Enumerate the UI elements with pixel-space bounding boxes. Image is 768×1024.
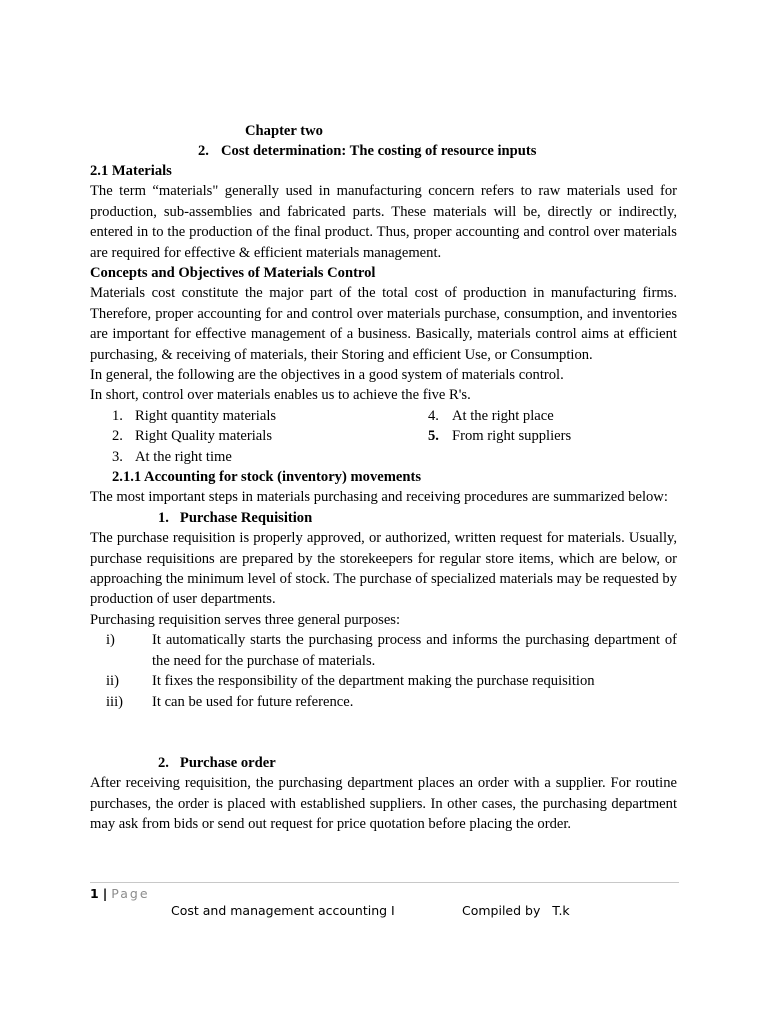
purpose-text: It automatically starts the purchasing process and informs the purchasing department of the need for the purchase of materials. bbox=[152, 632, 677, 669]
materials-paragraph: The term “materials" generally used in manufacturing concern refers to raw materials used for production, sub-assemblies and fabricated parts. These materials will be, directly or indirectly, entered in to the production of the final product. Thus, proper accounting and control over materials are required for effective & efficient materials management. bbox=[90, 183, 677, 261]
footer-divider bbox=[90, 882, 679, 883]
stock-heading: 2.1.1 Accounting for stock (inventory) movements bbox=[112, 469, 422, 486]
concepts-paragraph: Materials cost constitute the major part of the total cost of production in manufacturing firms. Therefore, proper accounting for and control over materials purchase, consumption, and inventories are important for effective management of a business. Basically, materials control aims at efficient purchasing, & receiving of materials, their Storing and efficient Use, or Consumption. bbox=[90, 285, 677, 363]
order-heading bbox=[90, 753, 677, 773]
requisition-paragraph: The purchase requisition is properly approved, or authorized, written request for materials. Usually, purchase requisitions are prepared by the storekeepers for regular store items, which are below, or approaching the minimum level of stock. The purchase of specialized materials may be requested by production of user departments. bbox=[90, 530, 677, 608]
requisition-heading bbox=[90, 508, 677, 528]
list-text: Right Quality materials bbox=[135, 428, 272, 445]
objectives-line: In general, the following are the objectives in a good system of materials control. bbox=[90, 367, 564, 384]
list-item bbox=[90, 671, 677, 691]
requisition-number: 1. bbox=[158, 509, 169, 526]
requisition-title: Purchase Requisition bbox=[179, 509, 313, 526]
page-number: 1 bbox=[90, 886, 99, 901]
roman-number: ii) bbox=[106, 673, 119, 690]
list-text: At the right time bbox=[135, 448, 232, 465]
list-text: From right suppliers bbox=[452, 428, 572, 445]
concepts-heading: Concepts and Objectives of Materials Control bbox=[90, 265, 376, 282]
list-number: 2. bbox=[112, 428, 123, 445]
page-label: Page bbox=[111, 886, 150, 901]
section-title: Cost determination: The costing of resource inputs bbox=[221, 143, 537, 159]
purpose-text: It can be used for future reference. bbox=[152, 693, 354, 710]
list-text: Right quantity materials bbox=[135, 407, 277, 424]
spacer bbox=[90, 712, 677, 753]
list-text: At the right place bbox=[452, 407, 554, 424]
list-item bbox=[90, 692, 677, 712]
stock-paragraph: The most important steps in materials purchasing and receiving procedures are summarized below: bbox=[90, 489, 668, 506]
list-item bbox=[90, 630, 677, 671]
list-item bbox=[90, 447, 677, 467]
body-content bbox=[90, 161, 677, 834]
list-number: 1. bbox=[112, 407, 123, 424]
list-item bbox=[90, 426, 677, 446]
compiler-name: T.k bbox=[552, 903, 570, 918]
list-number: 3. bbox=[112, 448, 123, 465]
roman-number: iii) bbox=[106, 693, 124, 710]
five-rs-line: In short, control over materials enables us to achieve the five R's. bbox=[90, 387, 471, 404]
footer-compiled bbox=[462, 903, 570, 918]
order-paragraph: After receiving requisition, the purchasing department places an order with a supplier. For routine purchases, the order is placed with established suppliers. In other cases, the purchasing department may ask from bids or send out request for price quotation before placing the order. bbox=[90, 775, 677, 832]
footer-course: Cost and management accounting I bbox=[171, 903, 395, 918]
materials-heading: 2.1 Materials bbox=[90, 163, 172, 179]
list-number: 5. bbox=[428, 428, 439, 445]
compiled-label: Compiled by bbox=[462, 903, 541, 918]
list-number: 4. bbox=[428, 407, 439, 424]
chapter-title: Chapter two bbox=[245, 123, 323, 139]
roman-number: i) bbox=[106, 632, 115, 649]
list-item bbox=[90, 406, 677, 426]
order-number: 2. bbox=[158, 754, 169, 771]
section-number: 2. bbox=[198, 143, 209, 159]
page-separator: | bbox=[102, 886, 108, 901]
purpose-text: It fixes the responsibility of the department making the purchase requisition bbox=[152, 673, 595, 690]
order-title: Purchase order bbox=[179, 754, 276, 771]
purposes-intro: Purchasing requisition serves three general purposes: bbox=[90, 611, 401, 628]
page-indicator bbox=[90, 886, 150, 901]
